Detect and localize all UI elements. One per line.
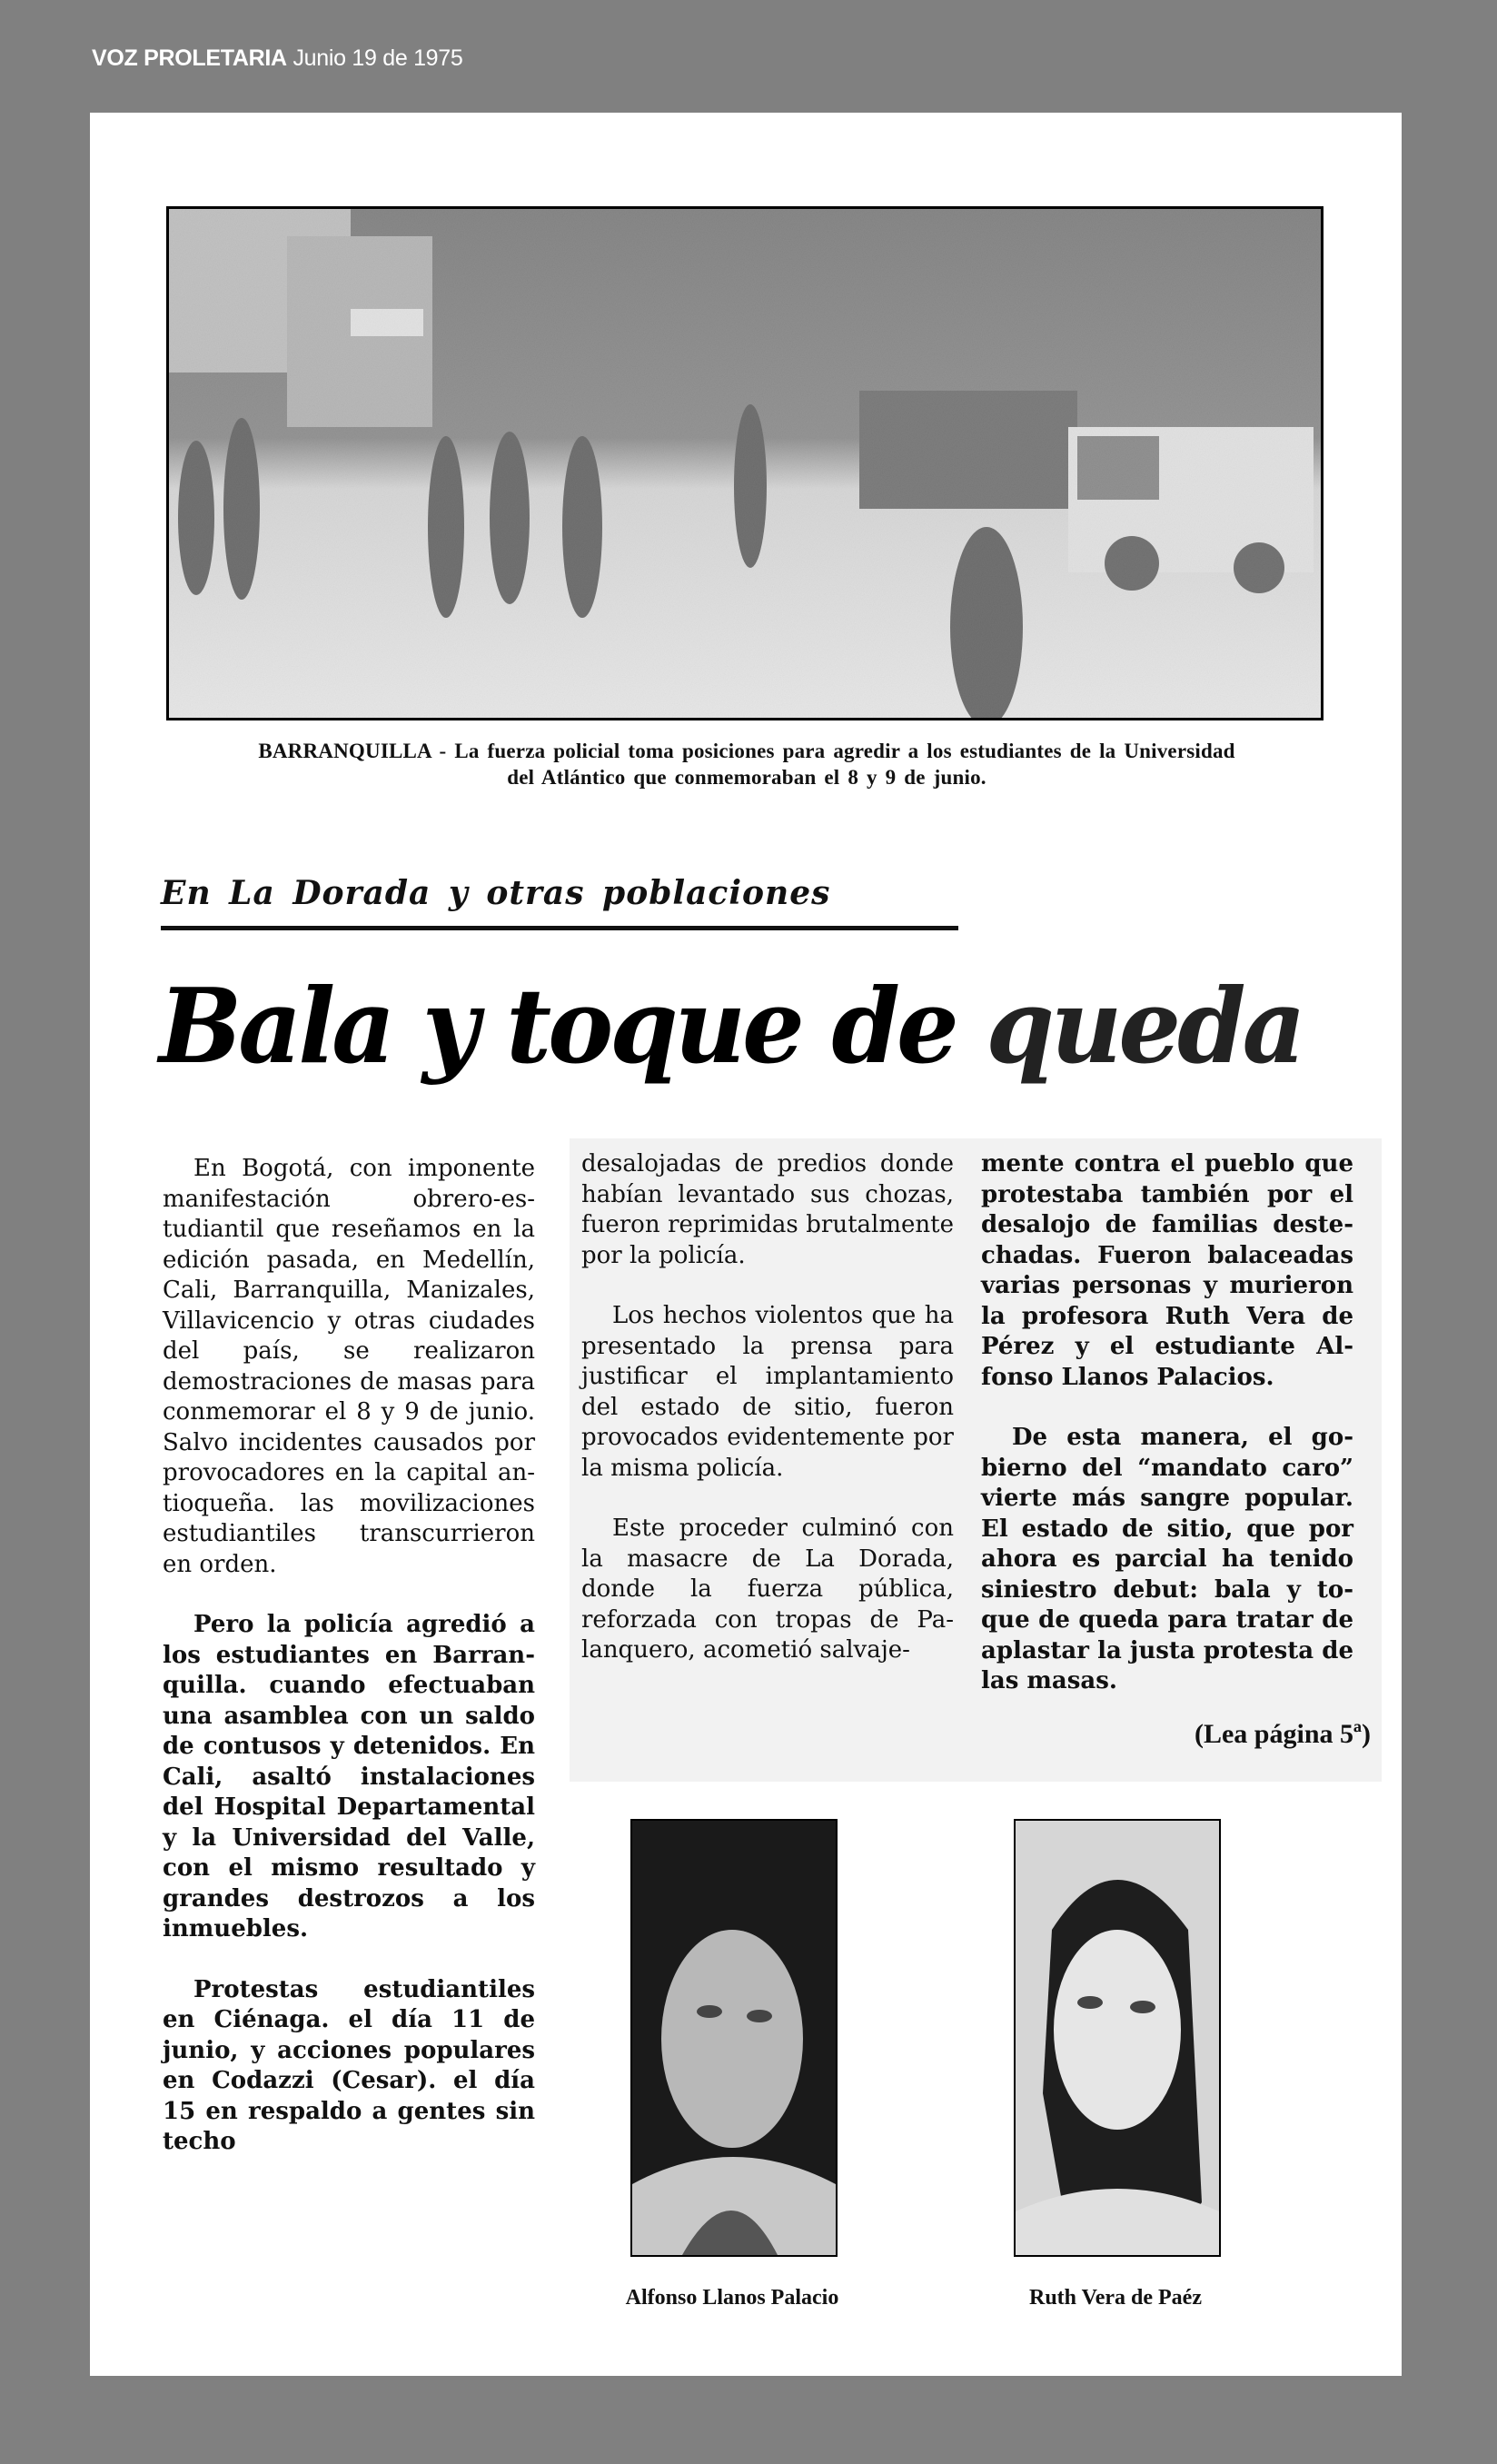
- article-column-2: [581, 1149, 954, 1696]
- portrait-image: [632, 1821, 836, 2255]
- paragraph: En Bogotá, con imponente manifestación obrero-estudiantil que reseñamos en la edición pasada, en Medellín, Cali, Barranquilla, Manizales, Villavicencio y otras ciudades del país, se realizaron demostraciones de masas para conmemorar el 8 y 9 de junio. Salvo incidentes causados por provocadores en la capital antioqueña. las movilizaciones estudiantiles transcurrieron en orden.: [163, 1155, 535, 1578]
- street-scene-image: [169, 209, 1321, 718]
- portrait-image: [1016, 1821, 1219, 2255]
- main-news-photo: [166, 206, 1324, 720]
- publication-date: Junio 19 de 1975: [292, 45, 463, 71]
- portrait-caption-2: Ruth Vera de Paéz: [1029, 2286, 1202, 2310]
- paragraph: Protestas estudiantiles en Ciénaga. el día 11 de junio, y acciones populares en Codazzi (Cesar). el día 15 en respaldo a gentes sin techo: [163, 1975, 535, 2155]
- portrait-ruth-vera: [1014, 1819, 1221, 2257]
- paragraph: Pero la policía agredió a los estudiantes en Barranquilla. cuando efectuaban una asamblea con un saldo de contusos y detenidos. En Cali, asaltó instalaciones del Hospital Departamental y la Universidad del Valle, con el mismo resultado y grandes destrozos a los inmuebles.: [163, 1611, 535, 1942]
- article-kicker: En La Dorada y otras poblaciones: [161, 874, 831, 912]
- paragraph: Los hechos violentos que ha presentado la prensa para justificar el implantamiento del estado de sitio, fueron provocados evidentemente por la misma policía.: [581, 1302, 954, 1482]
- portrait-alfonso-llanos: [630, 1819, 838, 2257]
- portrait-caption-1: Alfonso Llanos Palacio: [625, 2286, 839, 2310]
- publication-name: VOZ PROLETARIA: [92, 45, 287, 71]
- paragraph: De esta manera, el gobierno del “mandato caro” vierte más sangre popular. El estado de sitio, que por ahora es parcial ha tenido siniestro debut: bala y toque de queda para tratar de aplastar la justa protesta de las masas.: [981, 1424, 1353, 1694]
- caption-line-1: BARRANQUILLA - La fuerza policial toma posiciones para agredir a los estudiantes de la Universidad: [258, 740, 1235, 762]
- article-column-1: [163, 1154, 535, 2188]
- kicker-underline: [161, 926, 958, 930]
- article-headline: [159, 967, 1303, 1087]
- caption-line-2: del Atlántico que conmemoraban el 8 y 9 de junio.: [507, 766, 986, 789]
- paragraph: mente contra el pueblo que protestaba también por el desalojo de familias destechadas. Fueron balaceadas varias personas y murieron la profesora Ruth Vera de Pérez y el estudiante Alfonso Llanos Palacios.: [981, 1150, 1353, 1391]
- site-header: [92, 45, 463, 72]
- headline-text: Bala y toque de: [159, 967, 986, 1088]
- paragraph: Este proceder culminó con la masacre de La Dorada, donde la fuerza pública, reforzada con tropas de Palanquero, acometió salvaje-: [581, 1515, 954, 1664]
- paragraph: desalojadas de predios donde habían levantado sus chozas, fueron reprimidas brutalmente por la policía.: [581, 1150, 954, 1269]
- continued-on-page: (Lea página 5ª): [1194, 1719, 1371, 1749]
- main-photo-caption: [170, 738, 1324, 790]
- newspaper-clipping: [90, 113, 1402, 2376]
- headline-text-last-word: queda: [986, 967, 1303, 1088]
- article-column-3: [981, 1149, 1353, 1727]
